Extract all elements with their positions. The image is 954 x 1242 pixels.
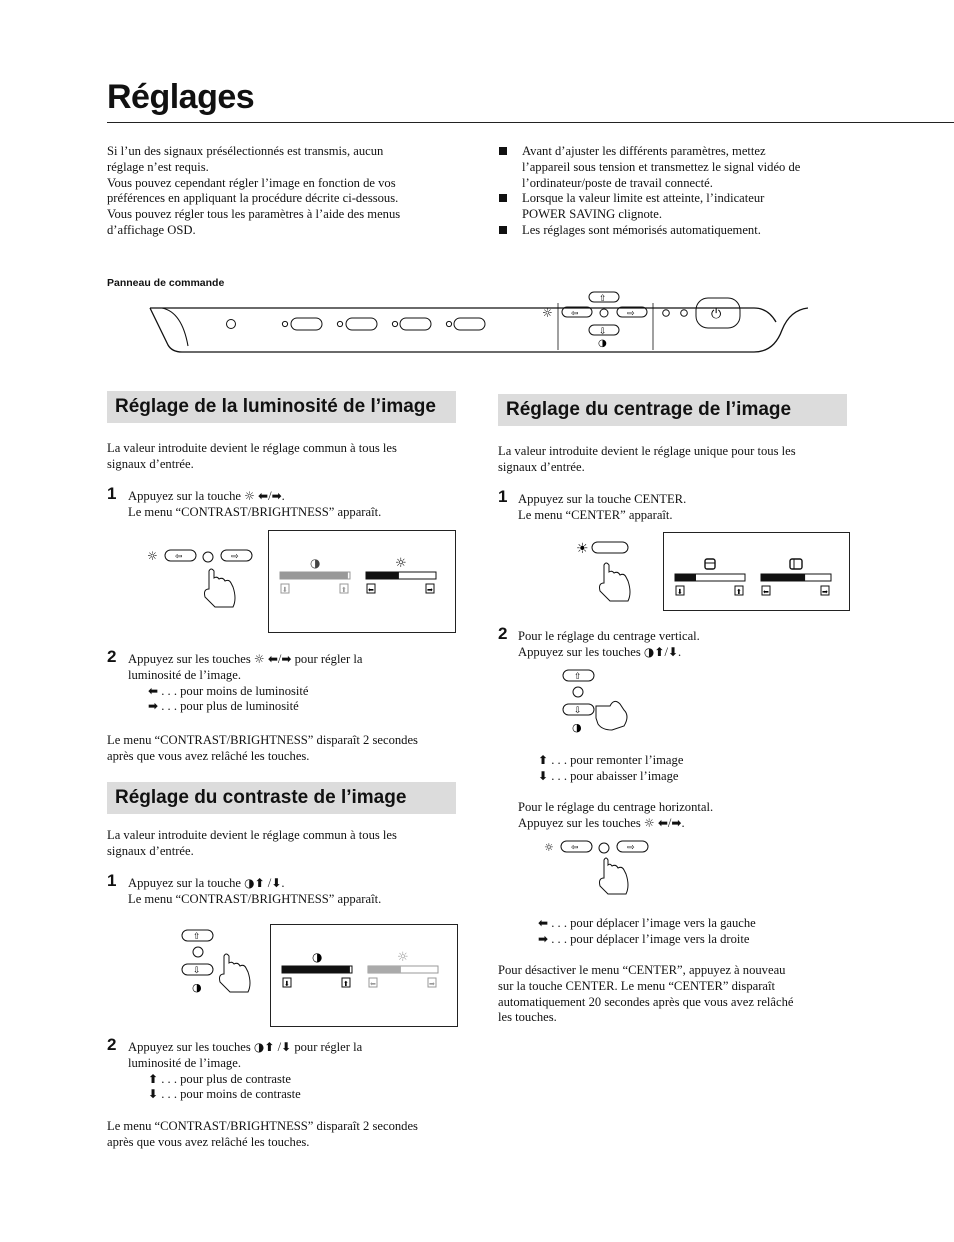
svg-text:➡: ➡ bbox=[822, 588, 828, 596]
center-step2: Pour le réglage du centrage vertical. Appuyez sur les touches ◑⬆/⬇. bbox=[518, 629, 700, 659]
panel-button[interactable] bbox=[400, 318, 431, 330]
svg-text:◑: ◑ bbox=[192, 981, 202, 994]
panel-button[interactable] bbox=[291, 318, 322, 330]
step-number: 1 bbox=[107, 484, 117, 503]
contrast-step1: Appuyez sur la touche ◑⬆ /⬇. Le menu “CONTRAST/BRIGHTNESS” apparaît. bbox=[128, 876, 382, 906]
note-item: Avant d’ajuster les différents paramètres, mettez l’appareil sous tension et transmettez le signal vidéo de l’ordinateur/poste de travail connecté. bbox=[498, 144, 848, 191]
up-arrow-icon: ⬆ bbox=[538, 753, 549, 767]
horizontal-center-icon bbox=[790, 559, 802, 569]
power-led-icon bbox=[227, 320, 236, 329]
note-item: Les réglages sont mémorisés automatiquement. bbox=[498, 223, 848, 239]
right-arrow-icon: ➡ bbox=[538, 931, 549, 946]
center-horizontal-instructions: Pour le réglage du centrage horizontal. Appuyez sur les touches ☼ ⬅/➡. bbox=[518, 800, 714, 830]
horizontal-keys-illustration bbox=[544, 838, 654, 900]
brightness-icon: ☼ bbox=[395, 556, 407, 571]
osd-contrast-brightness bbox=[268, 530, 456, 633]
vertical-level-bar bbox=[675, 574, 696, 581]
brightness-outro: Le menu “CONTRAST/BRIGHTNESS” disparaît 2 secondes après que vous avez relâché les touches. bbox=[107, 733, 418, 763]
hand-icon bbox=[600, 858, 629, 894]
right-arrow-icon: ➡ bbox=[271, 489, 282, 503]
down-arrow-icon: ⬇ bbox=[148, 1087, 159, 1102]
osd-center bbox=[663, 532, 850, 611]
down-arrow-icon: ⬇ bbox=[538, 768, 549, 783]
step-number: 2 bbox=[107, 1035, 117, 1054]
svg-text:☀: ☀ bbox=[576, 541, 589, 557]
contrast-level-bar bbox=[280, 572, 348, 579]
svg-text:☼: ☼ bbox=[147, 549, 158, 563]
power-icon: ⏻ bbox=[711, 307, 722, 322]
svg-text:⬇: ⬇ bbox=[282, 586, 288, 594]
svg-text:➡: ➡ bbox=[427, 586, 433, 594]
brightness-icon: ☼ bbox=[244, 489, 255, 503]
svg-text:☼: ☼ bbox=[544, 841, 554, 854]
osd-contrast-brightness-2 bbox=[270, 924, 458, 1027]
note-item: Lorsque la valeur limite est atteinte, l’indicateur POWER SAVING clignote. bbox=[498, 191, 848, 223]
brightness-icon: ☼ bbox=[542, 306, 553, 320]
svg-text:⇨: ⇨ bbox=[627, 309, 635, 319]
hand-icon bbox=[220, 954, 251, 992]
hand-icon bbox=[600, 563, 631, 601]
svg-text:⇦: ⇦ bbox=[571, 843, 579, 853]
vertical-keys-illustration bbox=[558, 668, 638, 736]
svg-text:⇧: ⇧ bbox=[193, 932, 201, 942]
svg-text:➡: ➡ bbox=[429, 980, 435, 988]
center-key-illustration bbox=[574, 537, 644, 607]
svg-text:⇨: ⇨ bbox=[627, 843, 635, 853]
brightness-icon: ☼ bbox=[397, 950, 409, 965]
brightness-intro: La valeur introduite devient le réglage commun à tous les signaux d’entrée. bbox=[107, 441, 397, 471]
left-arrow-icon: ⬅ bbox=[258, 489, 269, 503]
contrast-icon: ◑⬆ bbox=[244, 876, 265, 890]
panel-button[interactable] bbox=[454, 318, 485, 330]
contrast-level-bar bbox=[282, 966, 350, 973]
vertical-directions: ⬆ . . . pour remonter l’image ⬇ . . . pour abaisser l’image bbox=[538, 753, 684, 783]
svg-text:◑: ◑ bbox=[572, 721, 582, 734]
center-step1: Appuyez sur la touche CENTER. Le menu “CENTER” apparaît. bbox=[518, 492, 687, 522]
panel-button[interactable] bbox=[346, 318, 377, 330]
up-arrow-icon: ⬆ bbox=[148, 1071, 159, 1086]
brightness-keys-illustration bbox=[145, 545, 260, 610]
hand-icon bbox=[205, 569, 236, 607]
center-intro: La valeur introduite devient le réglage unique pour tous les signaux d’entrée. bbox=[498, 444, 796, 474]
svg-text:⬇: ⬇ bbox=[677, 588, 683, 596]
svg-text:⇧: ⇧ bbox=[599, 294, 607, 304]
center-heading: Réglage du centrage de l’image bbox=[498, 394, 847, 426]
svg-text:⇩: ⇩ bbox=[574, 706, 582, 716]
brightness-heading: Réglage de la luminosité de l’image bbox=[107, 391, 456, 423]
svg-text:⇨: ⇨ bbox=[231, 552, 239, 562]
svg-text:⬆: ⬆ bbox=[736, 588, 742, 596]
panel-label: Panneau de commande bbox=[107, 277, 225, 289]
page-title: Réglages bbox=[107, 78, 255, 116]
contrast-keys-illustration bbox=[178, 928, 258, 998]
left-arrow-icon: ⬅ bbox=[538, 916, 549, 930]
notes-list bbox=[498, 144, 848, 239]
step-number: 1 bbox=[498, 487, 508, 506]
svg-text:⇩: ⇩ bbox=[599, 327, 607, 337]
brightness-step1: Appuyez sur la touche ☼ ⬅/➡. Le menu “CONTRAST/BRIGHTNESS” apparaît. bbox=[128, 489, 382, 519]
brightness-level-bar bbox=[366, 572, 399, 579]
center-outro: Pour désactiver le menu “CENTER”, appuyez à nouveau sur la touche CENTER. Le menu “CENTER” disparaît automatiquement 20 secondes après que vous avez relâché les touches. bbox=[498, 963, 794, 1025]
brightness-level-bar bbox=[368, 966, 401, 973]
horizontal-level-bar bbox=[761, 574, 805, 581]
contrast-outro: Le menu “CONTRAST/BRIGHTNESS” disparaît 2 secondes après que vous avez relâché les touches. bbox=[107, 1119, 418, 1149]
contrast-icon: ◑ bbox=[312, 950, 323, 964]
svg-text:⬅: ⬅ bbox=[370, 980, 376, 988]
left-arrow-icon: ⬅ bbox=[148, 683, 159, 698]
right-arrow-icon: ➡ bbox=[148, 699, 159, 714]
horizontal-directions: ⬅ . . . pour déplacer l’image vers la gauche ➡ . . . pour déplacer l’image vers la droite bbox=[538, 916, 756, 946]
contrast-icon: ◑ bbox=[310, 556, 321, 570]
contrast-step2: Appuyez sur les touches ◑⬆ /⬇ pour régler la luminosité de l’image. ⬆ . . . pour plus de contraste ⬇ . . . pour moins de contraste bbox=[128, 1040, 363, 1102]
svg-text:⬇: ⬇ bbox=[284, 980, 290, 988]
control-panel-illustration bbox=[148, 290, 808, 356]
step-number: 1 bbox=[107, 871, 117, 890]
svg-text:⇦: ⇦ bbox=[175, 552, 183, 562]
contrast-icon: ◑ bbox=[598, 338, 607, 349]
hand-icon bbox=[596, 701, 627, 730]
svg-text:⇦: ⇦ bbox=[571, 309, 579, 319]
step-number: 2 bbox=[498, 624, 508, 643]
contrast-intro: La valeur introduite devient le réglage commun à tous les signaux d’entrée. bbox=[107, 828, 397, 858]
svg-text:⬆: ⬆ bbox=[341, 586, 347, 594]
svg-text:⬅: ⬅ bbox=[763, 588, 769, 596]
brightness-step2: Appuyez sur les touches ☼ ⬅/➡ pour régler la luminosité de l’image. ⬅ . . . pour moins de luminosité ➡ . . . pour plus de luminosité bbox=[128, 652, 363, 714]
contrast-heading: Réglage du contraste de l’image bbox=[107, 782, 456, 814]
svg-text:⇩: ⇩ bbox=[193, 966, 201, 976]
down-arrow-icon: ⬇ bbox=[271, 876, 282, 890]
intro-text: Si l’un des signaux présélectionnés est transmis, aucun réglage n’est requis. Vous pouvez cependant régler l’image en fonction de vos préférences en appliquant la procédure décrite ci-dessous. Vous pouvez régler tous les paramètres à l’aide des menus d’affichage OSD. bbox=[107, 144, 401, 237]
svg-text:⬆: ⬆ bbox=[343, 980, 349, 988]
vertical-center-icon bbox=[705, 559, 715, 569]
svg-text:⇧: ⇧ bbox=[574, 672, 582, 682]
step-number: 2 bbox=[107, 647, 117, 666]
svg-text:⬅: ⬅ bbox=[368, 586, 374, 594]
title-rule bbox=[107, 122, 954, 123]
